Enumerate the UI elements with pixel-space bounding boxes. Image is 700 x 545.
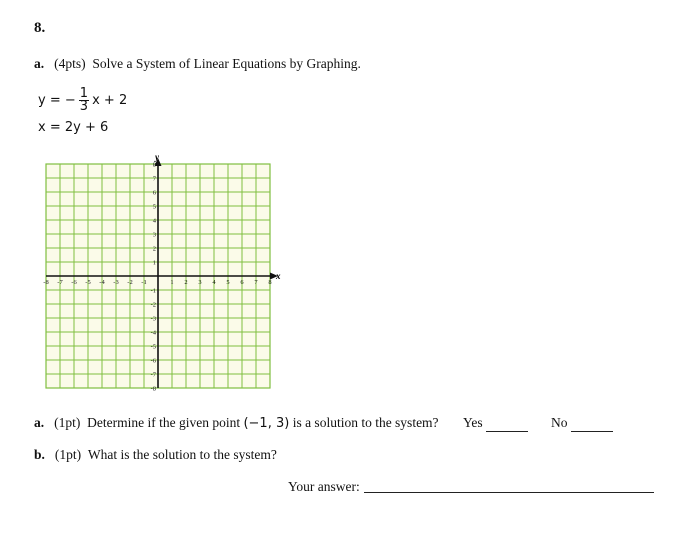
eq1-denominator: 3: [79, 99, 89, 114]
part-a-points: (4pts): [54, 56, 86, 71]
yes-option[interactable]: [463, 415, 528, 432]
x-axis-label: x: [276, 271, 281, 281]
sub-a-point: (−1, 3): [243, 416, 290, 431]
x-tick-label: -5: [85, 279, 91, 286]
part-a-heading: [34, 56, 361, 72]
x-tick-label: -1: [141, 279, 147, 286]
y-tick-label: 3: [152, 231, 156, 239]
eq2-rhs: 2y + 6: [64, 120, 109, 135]
y-tick-label: 2: [152, 245, 156, 253]
y-tick-label: 8: [152, 161, 156, 169]
sub-a-points: (1pt): [54, 415, 81, 430]
eq2-equals: =: [49, 120, 61, 135]
part-a-text: Solve a System of Linear Equations by Graphing.: [92, 56, 361, 71]
no-option[interactable]: [551, 415, 613, 432]
problem-number: 8.: [34, 20, 46, 36]
x-tick-label: 3: [198, 279, 202, 286]
x-tick-label: -6: [71, 279, 77, 286]
coordinate-grid[interactable]: [42, 152, 282, 393]
x-tick-label: 8: [268, 279, 272, 286]
sub-b-points: (1pt): [54, 447, 82, 462]
x-tick-label: 1: [170, 279, 174, 286]
y-tick-label: -4: [150, 329, 156, 337]
x-tick-label: -7: [57, 279, 63, 286]
y-tick-label: -5: [150, 343, 156, 351]
no-label: No: [551, 415, 568, 430]
x-tick-label: 7: [254, 279, 258, 286]
x-tick-label: -3: [113, 279, 119, 286]
x-tick-label: 4: [212, 279, 216, 286]
y-tick-label: -1: [150, 287, 156, 295]
eq1-equals: =: [49, 93, 61, 108]
x-tick-label: -4: [99, 279, 105, 286]
no-blank[interactable]: [571, 415, 613, 432]
yes-blank[interactable]: [486, 415, 528, 432]
x-tick-label: -8: [43, 279, 49, 286]
part-a-letter: a.: [34, 56, 45, 71]
y-tick-label: -2: [150, 301, 156, 309]
y-axis-label: y: [155, 152, 159, 162]
eq1-fraction: [79, 88, 89, 113]
y-tick-label: -6: [150, 357, 156, 365]
y-tick-label: 5: [152, 203, 156, 211]
equation-2: [38, 120, 108, 135]
yes-label: Yes: [463, 415, 483, 430]
x-tick-label: -2: [127, 279, 133, 286]
eq1-term: x: [92, 93, 100, 108]
eq1-lhs: y: [38, 93, 46, 108]
eq1-sign: −: [64, 93, 76, 108]
answer-blank[interactable]: [364, 492, 654, 493]
answer-label: Your answer:: [288, 479, 360, 494]
eq2-lhs: x: [38, 120, 46, 135]
y-tick-label: -7: [150, 371, 156, 379]
sub-b-text: What is the solution to the system?: [87, 447, 277, 462]
x-tick-label: 6: [240, 279, 244, 286]
sub-question-a: [34, 415, 439, 431]
x-tick-label: 2: [184, 279, 188, 286]
sub-b-letter: b.: [34, 447, 45, 462]
y-tick-label: 1: [152, 259, 156, 267]
y-tick-label: -8: [150, 385, 156, 393]
eq1-numerator: 1: [79, 86, 89, 101]
sub-question-b: [34, 447, 277, 463]
sub-a-letter: a.: [34, 415, 45, 430]
y-tick-label: 6: [152, 189, 156, 197]
y-tick-label: 7: [152, 175, 156, 183]
sub-a-text2: is a solution to the system?: [292, 415, 439, 430]
y-tick-label: 4: [152, 217, 156, 225]
equation-1: [38, 88, 127, 113]
eq1-rest: + 2: [103, 93, 128, 108]
x-tick-label: 5: [226, 279, 230, 286]
y-tick-label: -3: [150, 315, 156, 323]
sub-a-text: Determine if the given point: [87, 415, 241, 430]
